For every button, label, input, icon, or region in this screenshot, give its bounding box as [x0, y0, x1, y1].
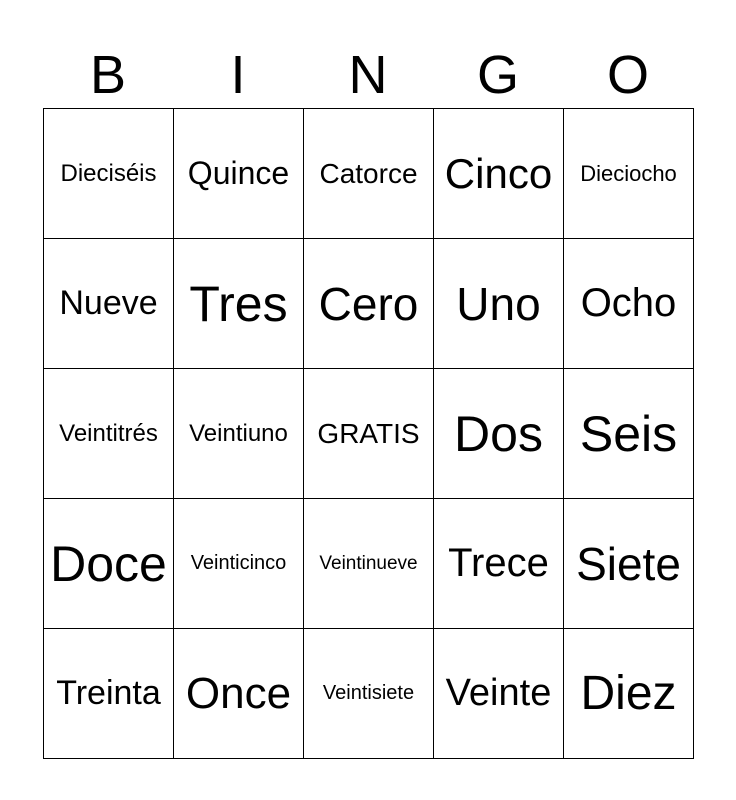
- bingo-cell: Catorce: [304, 109, 434, 239]
- bingo-grid: [43, 108, 694, 759]
- header-letter-b: B: [89, 45, 127, 105]
- bingo-cell: Cero: [304, 239, 434, 369]
- bingo-cell: Tres: [174, 239, 304, 369]
- header-letter-o: O: [606, 45, 649, 105]
- bingo-cell: Veinte: [434, 629, 564, 759]
- bingo-cell: GRATIS: [304, 369, 434, 499]
- bingo-cell: Seis: [564, 369, 694, 499]
- bingo-cell: Nueve: [44, 239, 174, 369]
- bingo-cell: Doce: [44, 499, 174, 629]
- bingo-cell: Veintisiete: [304, 629, 434, 759]
- bingo-cell: Trece: [434, 499, 564, 629]
- bingo-cell: Uno: [434, 239, 564, 369]
- bingo-cell: Dos: [434, 369, 564, 499]
- bingo-cell: Ocho: [564, 239, 694, 369]
- bingo-cell: Veintitrés: [44, 369, 174, 499]
- header-letter-g: G: [476, 45, 519, 105]
- bingo-cell: Veintiuno: [174, 369, 304, 499]
- bingo-cell: Dieciséis: [44, 109, 174, 239]
- bingo-cell: Diez: [564, 629, 694, 759]
- bingo-cell: Treinta: [44, 629, 174, 759]
- bingo-cell: Siete: [564, 499, 694, 629]
- bingo-cell: Quince: [174, 109, 304, 239]
- bingo-cell: Dieciocho: [564, 109, 694, 239]
- bingo-cell: Veinticinco: [174, 499, 304, 629]
- bingo-cell: Cinco: [434, 109, 564, 239]
- header-letter-i: I: [230, 45, 246, 105]
- bingo-cell: Veintinueve: [304, 499, 434, 629]
- header-letter-n: N: [348, 45, 388, 105]
- bingo-cell: Once: [174, 629, 304, 759]
- bingo-header: [43, 44, 693, 106]
